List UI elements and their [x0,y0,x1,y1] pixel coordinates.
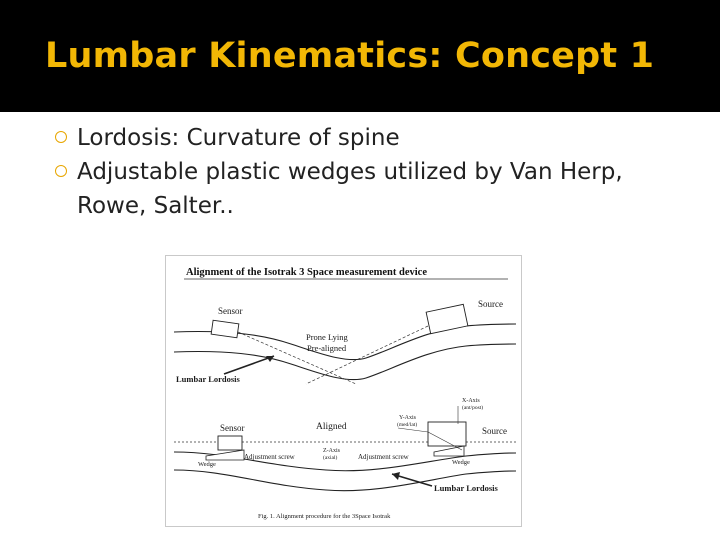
lordosis-arrow-top [224,356,274,374]
sensor-block-top [211,320,239,337]
wedge-right-label: Wedge [452,459,470,466]
slide-content [0,112,720,540]
z-axis-label: Z-Axis [323,448,340,454]
alignment-diagram [166,256,523,528]
figure-title: Alignment of the Isotrak 3 Space measurement device [186,267,427,278]
prone-lying-label: Prone Lying [306,332,348,342]
bullet-item [55,121,647,155]
pre-aligned-label: Pre-aligned [307,343,347,353]
y-axis-line [398,428,428,432]
top-sensor-label: Sensor [218,306,243,316]
bullet-text: Adjustable plastic wedges utilized by Van Herp, Rowe, Salter.. [77,159,623,219]
top-source-label: Source [478,299,503,309]
bullet-item [55,155,647,223]
aligned-label: Aligned [316,422,347,432]
adjustment-screw-right-label: Adjustment screw [358,453,409,461]
slide-title: Lumbar Kinematics: Concept 1 [45,36,655,76]
bottom-sensor-label: Sensor [220,423,245,433]
y-axis-label: Y-Axis [399,415,417,421]
bullet-circle-icon [55,165,67,177]
bullet-text: Lordosis: Curvature of spine [77,125,400,151]
title-bar [0,0,720,112]
source-block-top [426,304,468,333]
bullet-list [55,121,647,223]
alignment-figure [165,255,522,527]
wedge-right-shape [434,446,464,456]
top-lordosis-label: Lumbar Lordosis [176,374,240,384]
x-axis-sub-label: (ant/post) [462,405,484,411]
y-axis-sub-label: (med/lat) [397,422,418,428]
bottom-source-label: Source [482,426,507,436]
z-axis-sub-label: (axial) [323,455,338,461]
bottom-lordosis-label: Lumbar Lordosis [434,483,498,493]
bullet-circle-icon [55,131,67,143]
sensor-block-bottom [218,436,242,450]
source-block-bottom [428,422,466,446]
wedge-left-shape [206,450,244,460]
wedge-left-label: Wedge [198,461,216,468]
figure-caption: Fig. 1. Alignment procedure for the 3Space Isotrak [258,513,391,520]
x-axis-label: X-Axis [462,398,480,404]
arrowhead-icon [392,472,400,480]
adjustment-screw-left-label: Adjustment screw [244,453,295,461]
